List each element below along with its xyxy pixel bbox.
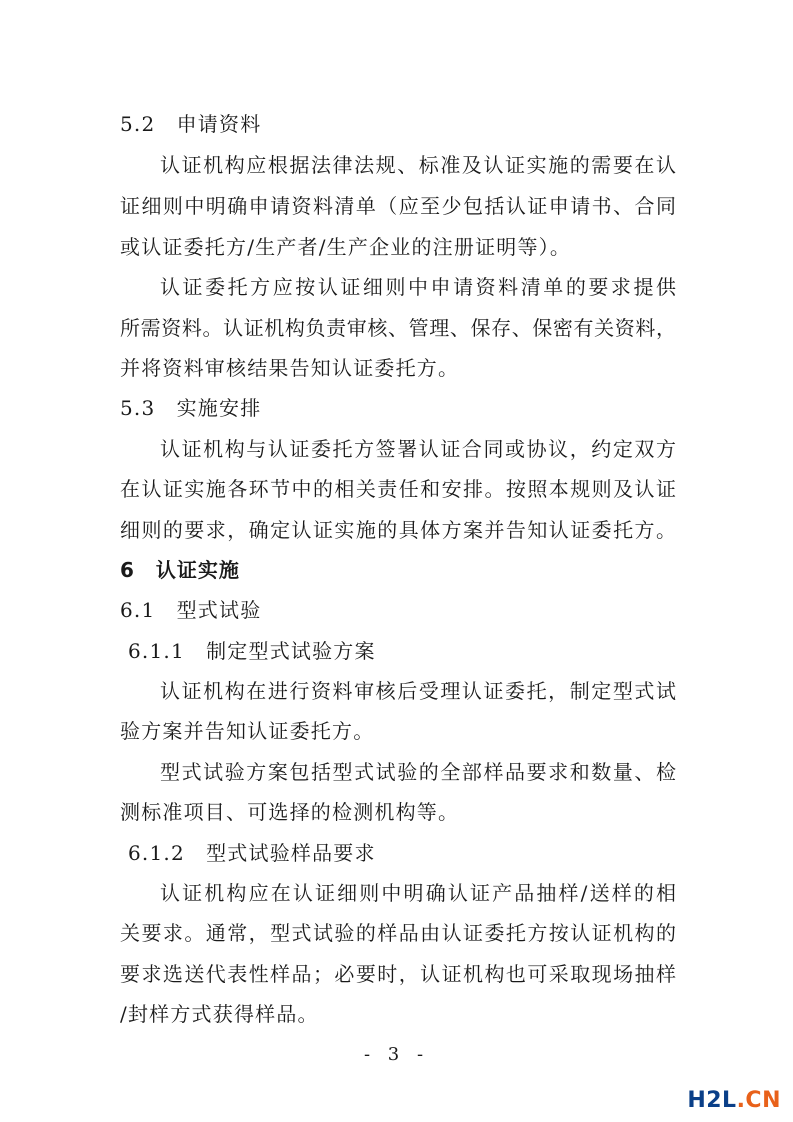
subsection-heading-6-1-2: 6.1.2 型式试验样品要求 bbox=[128, 841, 376, 865]
section-heading-6-1: 6.1 型式试验 bbox=[120, 598, 262, 622]
subsection-heading-6-1-1: 6.1.1 制定型式试验方案 bbox=[128, 639, 376, 663]
paragraph-line: 认证委托方应按认证细则中申请资料清单的要求提供 bbox=[160, 275, 676, 299]
paragraph-line: /封样方式获得样品。 bbox=[120, 1002, 319, 1026]
paragraph-line: 在认证实施各环节中的相关责任和安排。按照本规则及认证 bbox=[120, 477, 676, 501]
watermark-part1: H2L bbox=[687, 1088, 737, 1113]
page-number: - 3 - bbox=[363, 1044, 430, 1065]
paragraph-line: 认证机构与认证委托方签署认证合同或协议，约定双方 bbox=[160, 437, 676, 461]
section-heading-5-3: 5.3 实施安排 bbox=[120, 396, 262, 420]
paragraph-line: 关要求。通常，型式试验的样品由认证委托方按认证机构的 bbox=[120, 921, 676, 945]
paragraph-line: 要求选送代表性样品；必要时，认证机构也可采取现场抽样 bbox=[120, 962, 676, 986]
paragraph-line: 型式试验方案包括型式试验的全部样品要求和数量、检 bbox=[160, 760, 676, 784]
paragraph-line: 证细则中明确申请资料清单（应至少包括认证申请书、合同 bbox=[120, 194, 676, 218]
paragraph-line: 认证机构应在认证细则中明确认证产品抽样/送样的相 bbox=[160, 881, 676, 905]
section-heading-5-2: 5.2 申请资料 bbox=[120, 112, 262, 136]
paragraph-line: 验方案并告知认证委托方。 bbox=[120, 719, 375, 743]
chapter-heading-6: 6 认证实施 bbox=[120, 558, 240, 582]
paragraph-line: 或认证委托方/生产者/生产企业的注册证明等）。 bbox=[120, 235, 572, 259]
site-watermark bbox=[687, 1088, 781, 1113]
paragraph-line: 测标准项目、可选择的检测机构等。 bbox=[120, 800, 460, 824]
paragraph-line: 认证机构应根据法律法规、标准及认证实施的需要在认 bbox=[160, 153, 676, 177]
paragraph-line: 认证机构在进行资料审核后受理认证委托，制定型式试 bbox=[160, 679, 676, 703]
paragraph-line: 细则的要求，确定认证实施的具体方案并告知认证委托方。 bbox=[120, 518, 676, 542]
watermark-part2: .CN bbox=[736, 1088, 781, 1113]
paragraph-line: 所需资料。认证机构负责审核、管理、保存、保密有关资料， bbox=[120, 316, 676, 340]
paragraph-line: 并将资料审核结果告知认证委托方。 bbox=[120, 356, 460, 380]
